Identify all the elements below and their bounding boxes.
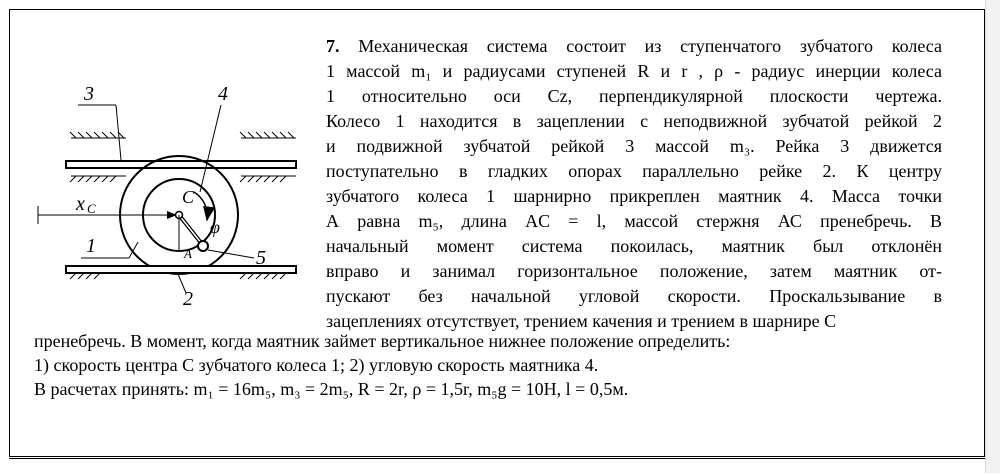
leader-3-slant [116,105,121,160]
problem-line-4: Колесо 1 находится в зацеплении с неподвижной зубчатой рейкой 2 [326,111,942,131]
problem-text [326,34,942,334]
problem-line-6: поступательно в гладких опорах параллельно рейке 2. К центру [326,161,942,181]
label-rack-2: 2 [183,288,193,310]
problem-line-1: 7. Механическая система состоит из ступенчатого зубчатого колеса [326,36,942,56]
leader-5 [208,250,254,258]
label-center-c: C [182,187,195,207]
phi-arc [194,192,207,220]
problem-line-2: 1 массой m₁ и радиусами ступеней R и r , ρ - радиус инерции колеса [326,61,942,81]
next-block-border [9,458,985,474]
problem-line-8: А равна m₅, длина AC = l, массой стержня АС пренебречь. В [326,211,942,231]
problem-line-7: зубчатого колеса 1 шарнирно прикреплен маятник 4. Масса точки [326,186,942,206]
problem-number: 7. [326,36,340,56]
label-pendulum-4: 4 [218,83,228,105]
problem-continuation [34,329,964,401]
problem-line-12: зацеплениях отсутствует, трением качения и трением в шарнире С [326,311,837,331]
problem-line-10: вправо и занимал горизонтальное положение, затем маятник от- [326,261,942,281]
top-support-hatch [70,132,296,138]
mass-point-a [198,241,208,251]
mechanism-figure [26,80,316,310]
rack-3 [66,161,296,168]
label-xc-subscript: C [87,201,96,216]
label-point-a: A [184,246,192,261]
problem-line-5: и подвижной зубчатой рейкой 3 массой m₃. Рейка 3 движется [326,136,942,156]
leader-4 [200,105,221,192]
problem-line-11: пускают без начальной угловой скорости. Проскальзывание в [326,286,942,306]
given-values-line: В расчетах принять: m₁ = 16m₅, m₃ = 2m₅, R = 2r, ρ = 1,5r, m₅g = 10Н, l = 0,5м. [34,379,629,399]
label-mass-5: 5 [256,247,266,269]
continuation-line-1: пренебречь. В момент, когда маятник займет вертикальное нижнее положение определить: [34,331,731,351]
problem-line-3: 1 относительно оси Cz, перпендикулярной плоскости чертежа. [326,86,942,106]
label-wheel-1: 1 [86,235,96,257]
scrollbar-track[interactable] [985,0,1000,473]
label-phi: φ [210,217,220,237]
label-xc: x [76,193,85,215]
problem-line-9: начальный момент система покоилась, маятник был отклонён [326,236,942,256]
questions-line: 1) скорость центра С зубчатого колеса 1; 2) угловую скорость маятника 4. [34,355,599,375]
pendulum-rod-inner [179,215,202,244]
label-rack-3: 3 [84,83,94,105]
